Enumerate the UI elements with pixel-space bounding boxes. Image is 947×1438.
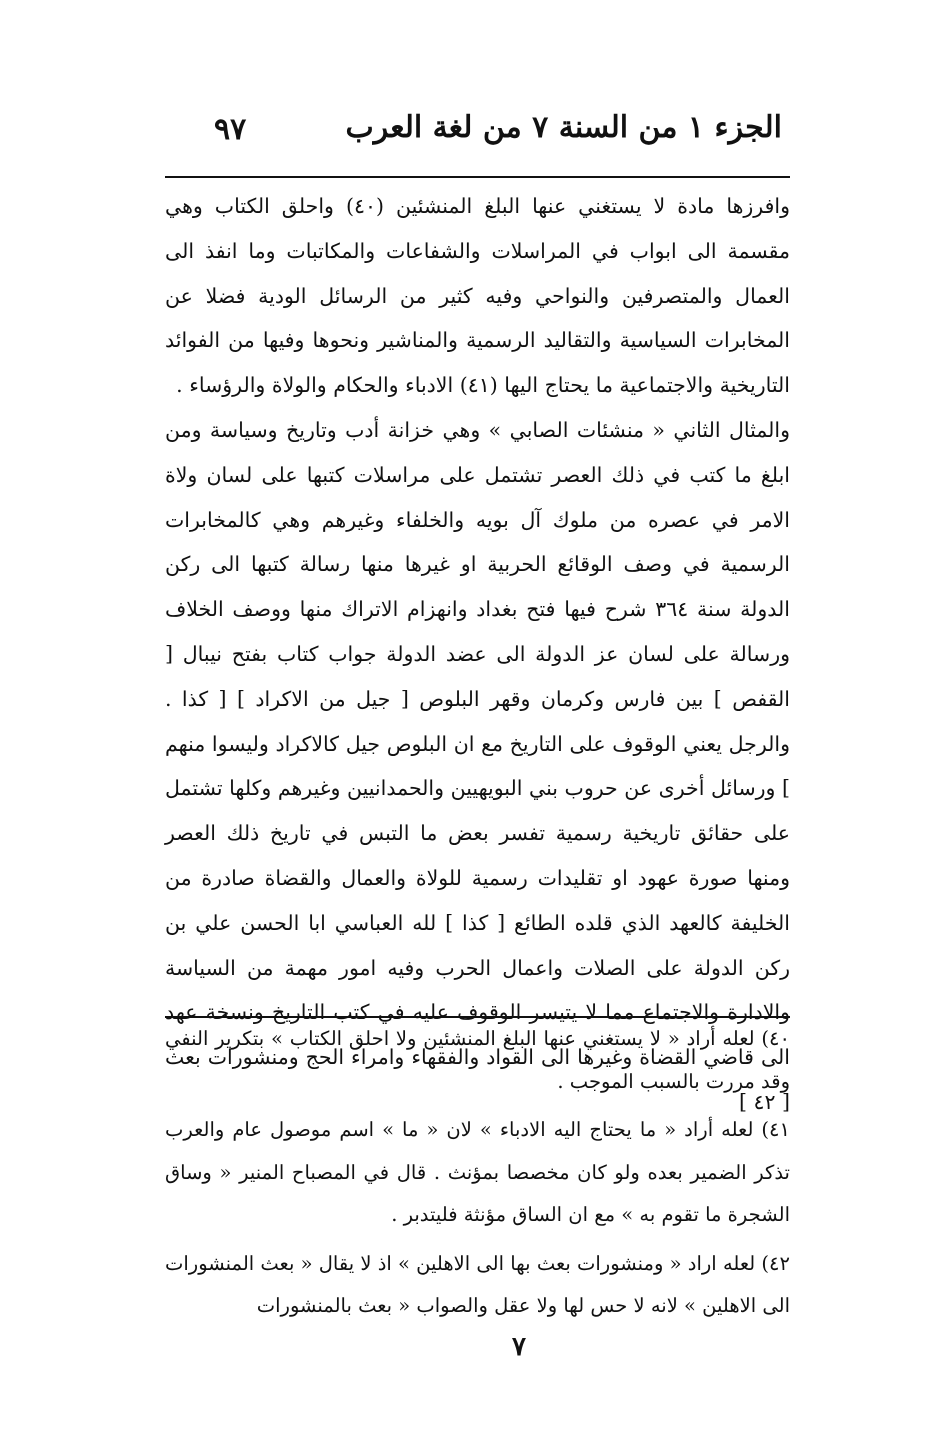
footnote-40: ٤٠) لعله أراد « لا يستغني عنها البلغ المنشئين ولا احلق الكتاب » بتكرير النفي وقد مررت بالسبب الموجب . [165,1027,790,1093]
footer-page-number: ٧ [512,1332,526,1362]
journal-title: الجزء ١ من السنة ٧ من لغة العرب [345,110,782,145]
footnotes [165,1018,790,1328]
paragraph: والمثال الثاني « منشئات الصابي » وهي خزانة أدب وتاريخ وسياسة ومن ابلغ ما كتب في ذلك العصر تشتمل على مراسلات كتبها على لسان ولاة الامر في عصره من ملوك آل بويه والخلفاء وغيرهم وهي كالمخابرات الرسمية في وصف الوقائع الحربية او غيرها منها رسالة كتبها الى ركن الدولة سنة ٣٦٤ شرح فيها فتح بغداد وانهزام الاتراك منها ووصف الخلاف ورسالة على لسان عز الدولة الى عضد الدولة جواب كتاب بفتح نيبال [ القفص ] بين فارس وكرمان وقهر البلوص [ جيل من الاكراد ] [ كذا . والرجل يعني الوقوف على التاريخ مع ان البلوص جيل كالاكراد وليسوا منهم ] ورسائل أخرى عن حروب بني البويهيين والحمدانيين وغيرهم وكلها تشتمل على حقائق تاريخية رسمية تفسر بعض ما التبس في تاريخ ذلك العصر ومنها صورة عهود او تقليدات رسمية للولاة والعمال والقضاة صادرة من الخليفة كالعهد الذي قلده الطائع [ كذا ] لله العباسي ابا الحسن علي بن ركن الدولة على الصلات واعمال الحرب وفيه امور مهمة من السياسة والادارة والاجتماع مما لا يتيسر الوقوف عليه في كتب التاريخ ونسخة عهد الى قاضي القضاة وغيرها الى القواد والفقهاء وامراء الحج ومنشورات بعث [ ٤٢ ] [165,417,790,1114]
main-text [165,184,790,1125]
footnote-42: ٤٢) لعله اراد « ومنشورات بعث بها الى الاهلين » اذ لا يقال « بعث المنشورات الى الاهلين » لانه لا حس لها ولا عقل والصواب « بعث بالمنشورات [165,1251,790,1317]
paragraph: وافرزها مادة لا يستغني عنها البلغ المنشئين (٤٠) واحلق الكتاب وهي مقسمة الى ابواب في المراسلات والشفاعات والمكاتبات وما انفذ الى العمال والمتصرفين والنواحي وفيه كثير من الرسائل الودية فضلا عن المخابرات السياسية والتقاليد الرسمية والمناشير ونحوها وفيها من الفوائد التاريخية والاجتماعية ما يحتاج اليها (٤١) الادباء والحكام والولاة والرؤساء . [165,194,790,398]
header-divider [165,176,790,178]
running-header [172,104,782,168]
footnote-41: ٤١) لعله أراد « ما يحتاج اليه الادباء » لان « ما » اسم موصول عام والعرب تذكر الضمير بعده ولو كان مخصصا بمؤنث . قال في المصباح المنير « وساق الشجرة ما تقوم به » مع ان الساق مؤنثة فليتدبر . [165,1118,790,1226]
header-page-number: ٩٧ [214,112,247,147]
